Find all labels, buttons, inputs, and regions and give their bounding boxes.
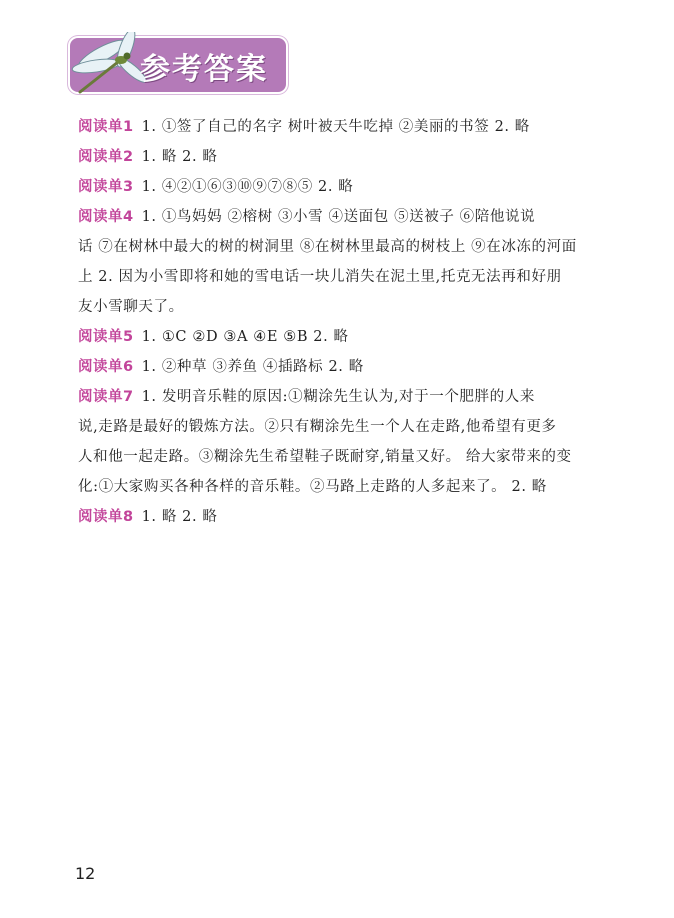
- answer-text: 友小雪聊天了。: [78, 299, 184, 315]
- answer-4-continuation: [78, 232, 588, 262]
- answer-label: 阅读单3: [78, 179, 134, 195]
- answer-text: 1. 略 2. 略: [141, 149, 218, 165]
- page-title: 参考答案: [140, 52, 268, 87]
- answer-label: 阅读单1: [78, 119, 134, 135]
- answer-label: 阅读单2: [78, 149, 134, 165]
- answer-4: [78, 202, 588, 232]
- answer-text: 1. ①签了自己的名字 树叶被天牛吃掉 ②美丽的书签 2. 略: [141, 119, 530, 135]
- answer-4-continuation: [78, 262, 588, 292]
- answer-1: [78, 112, 588, 142]
- answer-label: 阅读单6: [78, 359, 134, 375]
- answer-label: 阅读单5: [78, 329, 134, 345]
- answer-list: [78, 112, 588, 532]
- answer-text: 化:①大家购买各种各样的音乐鞋。②马路上走路的人多起来了。 2. 略: [78, 479, 547, 495]
- answer-label: 阅读单8: [78, 509, 134, 525]
- answer-7: [78, 382, 588, 412]
- answer-text: 上 2. 因为小雪即将和她的雪电话一块儿消失在泥土里,托克无法再和好朋: [78, 269, 562, 285]
- answer-text: 话 ⑦在树林中最大的树的树洞里 ⑧在树林里最高的树枝上 ⑨在冰冻的河面: [78, 239, 577, 255]
- answer-text: 1. ①C ②D ③A ④E ⑤B 2. 略: [141, 329, 349, 345]
- answer-text: 人和他一起走路。③糊涂先生希望鞋子既耐穿,销量又好。 给大家带来的变: [78, 449, 572, 465]
- answer-7-continuation: [78, 412, 588, 442]
- answer-7-continuation: [78, 442, 588, 472]
- title-banner: [66, 32, 290, 98]
- answer-6: [78, 352, 588, 382]
- answer-text: 1. 发明音乐鞋的原因:①糊涂先生认为,对于一个肥胖的人来: [141, 389, 535, 405]
- answer-5: [78, 322, 588, 352]
- page-number: 12: [75, 864, 96, 883]
- answer-4-continuation: [78, 292, 588, 322]
- answer-8: [78, 502, 588, 532]
- answer-text: 1. ④②①⑥③⑩⑨⑦⑧⑤ 2. 略: [141, 179, 354, 195]
- answer-text: 1. 略 2. 略: [141, 509, 218, 525]
- answer-3: [78, 172, 588, 202]
- answer-label: 阅读单7: [78, 389, 134, 405]
- answer-text: 1. ②种草 ③养鱼 ④插路标 2. 略: [141, 359, 364, 375]
- answer-7-continuation: [78, 472, 588, 502]
- answer-label: 阅读单4: [78, 209, 134, 225]
- answer-text: 1. ①鸟妈妈 ②榕树 ③小雪 ④送面包 ⑤送被子 ⑥陪他说说: [141, 209, 536, 225]
- answer-text: 说,走路是最好的锻炼方法。②只有糊涂先生一个人在走路,他希望有更多: [78, 419, 557, 435]
- answer-2: [78, 142, 588, 172]
